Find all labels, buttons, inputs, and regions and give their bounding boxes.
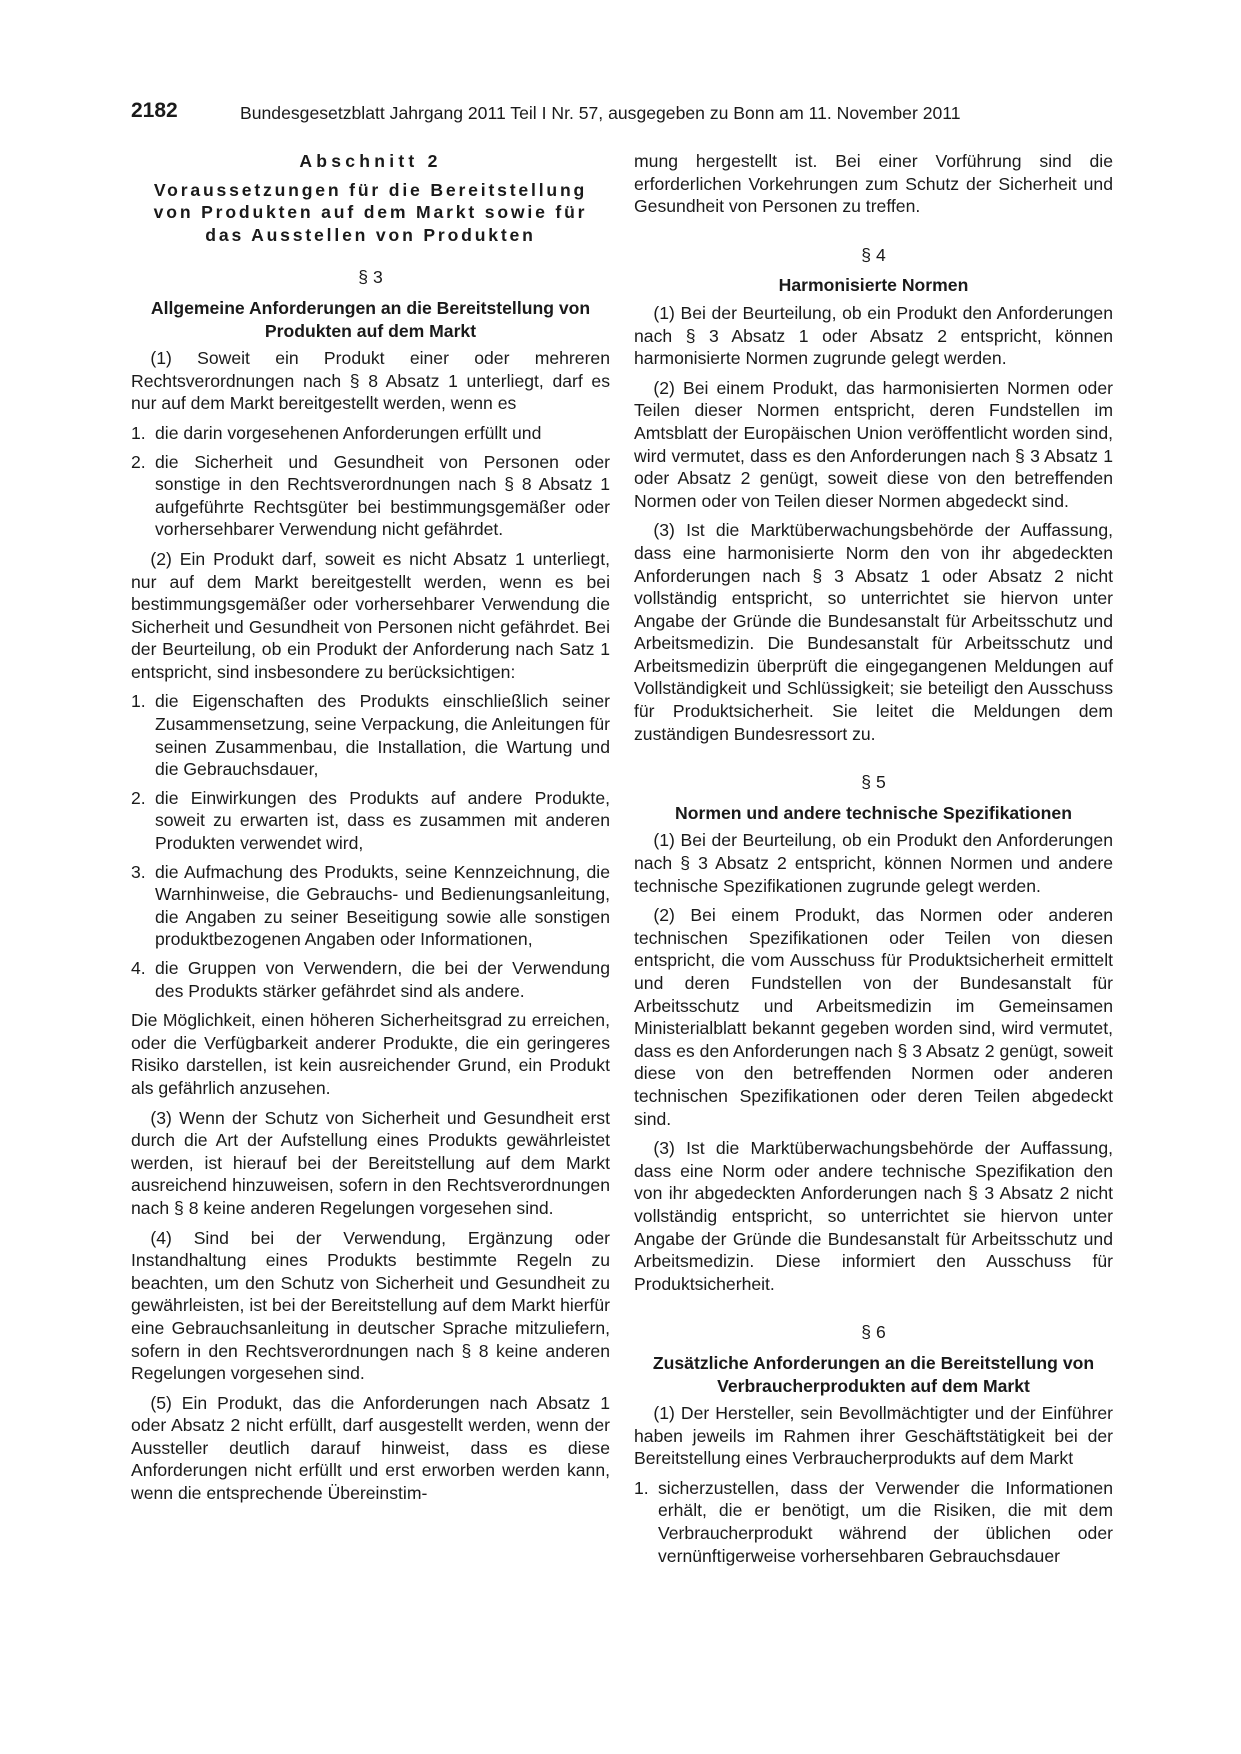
- numbered-list: [634, 1477, 1113, 1567]
- list-item: [131, 787, 610, 855]
- paragraph: (2) Bei einem Produkt, das Normen oder anderen technischen Spezifikationen oder Teilen von diesen entspricht, die vom Ausschuss für Produktsicherheit ermittelt und deren Fundstellen von der Bundesanstalt für Arbeitsschutz und Arbeitsmedizin im Gemeinsamen Ministerialblatt bekannt gegeben worden sind, wird vermutet, dass es den Anforderungen nach § 3 Absatz 2 genügt, soweit diese von den betreffenden Normen oder anderen technischen Spezifikationen oder deren Teilen abgedeckt sind.: [634, 905, 1113, 1129]
- gazette-title: Bundesgesetzblatt Jahrgang 2011 Teil I Nr. 57, ausgegeben zu Bonn am 11. November 2011: [240, 103, 961, 123]
- section-number: § 6: [861, 1322, 886, 1343]
- paragraph-continued: mung hergestellt ist. Bei einer Vorführung sind die erforderlichen Vorkehrungen zum Schutz der Sicherheit und Gesundheit von Personen zu treffen.: [634, 151, 1113, 217]
- list-item-number: 2.: [131, 451, 146, 472]
- paragraph: (3) Wenn der Schutz von Sicherheit und Gesundheit erst durch die Art der Aufstellung eines Produkts gewährleistet werden, ist hierauf bei der Bereitstellung auf dem Markt ausreichend hinzuweisen, sofern in den Rechtsverordnungen nach § 8 keine anderen Regelungen vorgesehen sind.: [131, 1107, 610, 1218]
- list-item-text: sicherzustellen, dass der Verwender die Informationen erhält, die er benötigt, um die Risiken, die mit dem Verbraucherprodukt während der üblichen oder vernünftigerweise vorhersehbaren Gebrauchsdauer: [658, 1477, 1113, 1566]
- list-item-text: die Eigenschaften des Produkts einschließlich seiner Zusammensetzung, seine Verpackung, die Anleitungen für seinen Zusammenbau, die Installation, die Wartung und die Gebrauchsdauer,: [155, 691, 610, 780]
- section-number: § 3: [358, 267, 383, 288]
- paragraph: (2) Ein Produkt darf, soweit es nicht Absatz 1 unterliegt, nur auf dem Markt bereitgestellt werden, wenn es bei bestimmungsgemäßer oder vorhersehbarer Verwendung die Sicherheit und Gesundheit von Personen nicht gefährdet. Bei der Beurteilung, ob ein Produkt der Anforderung nach Satz 1 entspricht, sind insbesondere zu berücksichtigen:: [131, 548, 610, 682]
- list-item-number: 1.: [131, 422, 146, 443]
- numbered-list: [131, 690, 610, 1002]
- paragraph: (1) Soweit ein Produkt einer oder mehreren Rechtsverordnungen nach § 8 Absatz 1 unterliegt, darf es nur auf dem Markt bereitgestellt werden, wenn es: [131, 348, 610, 414]
- list-item-number: 3.: [131, 861, 146, 882]
- section-number: § 5: [861, 772, 886, 793]
- numbered-list: [131, 422, 610, 541]
- paragraph: (1) Bei der Beurteilung, ob ein Produkt den Anforderungen nach § 3 Absatz 1 oder Absatz 2 entspricht, können harmonisierte Normen zugrunde gelegt werden.: [634, 302, 1113, 369]
- list-item: [131, 451, 610, 541]
- left-column: [131, 150, 610, 1512]
- section-title: Harmonisierte Normen: [778, 275, 969, 296]
- list-item: [131, 422, 610, 445]
- abschnitt-title: Voraussetzungen für die Bereitstellung von Produkten auf dem Markt sowie für das Ausstellen von Produkten: [153, 179, 588, 245]
- list-item-text: die darin vorgesehenen Anforderungen erfüllt und: [155, 422, 542, 443]
- section-title: Allgemeine Anforderungen an die Bereitstellung von Produkten auf dem Markt: [150, 297, 591, 341]
- paragraph: Die Möglichkeit, einen höheren Sicherheitsgrad zu erreichen, oder die Verfügbarkeit anderer Produkte, die ein geringeres Risiko darstellen, ist kein ausreichender Grund, ein Produkt als gefährlich anzusehen.: [131, 1010, 610, 1098]
- paragraph: (1) Bei der Beurteilung, ob ein Produkt den Anforderungen nach § 3 Absatz 2 entspricht, können Normen und andere technische Spezifikationen zugrunde gelegt werden.: [634, 830, 1113, 896]
- paragraph: (4) Sind bei der Verwendung, Ergänzung oder Instandhaltung eines Produkts bestimmte Regeln zu beachten, um den Schutz von Sicherheit und Gesundheit zu gewährleisten, ist bei der Bereitstellung auf dem Markt hierfür eine Gebrauchsanleitung in deutscher Sprache mitzuliefern, sofern in den Rechtsverordnungen nach § 8 keine anderen Regelungen vorgesehen sind.: [131, 1227, 610, 1384]
- page-header: [131, 100, 1111, 126]
- paragraph: (3) Ist die Marktüberwachungsbehörde der Auffassung, dass eine harmonisierte Norm den von ihr abgedeckten Anforderungen nach § 3 Absatz 1 oder Absatz 2 nicht vollständig entspricht, so unterrichtet sie hiervon unter Angabe der Gründe die Bundesanstalt für Arbeitsschutz und Arbeitsmedizin. Die Bundesanstalt für Arbeitsschutz und Arbeitsmedizin überprüft die eingegangenen Meldungen auf Vollständigkeit und Schlüssigkeit; sie beteiligt den Ausschuss für Produktsicherheit. Sie leitet die Meldungen dem zuständigen Bundesressort zu.: [634, 520, 1113, 744]
- right-column: [634, 150, 1113, 1574]
- abschnitt-heading: Abschnitt 2: [299, 151, 442, 171]
- paragraph: (1) Der Hersteller, sein Bevollmächtigter und der Einführer haben jeweils im Rahmen ihrer Geschäftstätigkeit bei der Bereitstellung eines Verbraucherprodukts auf dem Markt: [634, 1403, 1113, 1469]
- paragraph: (3) Ist die Marktüberwachungsbehörde der Auffassung, dass eine Norm oder andere technische Spezifikation den von ihr abgedeckten Anforderungen nach § 3 Absatz 2 nicht vollständig entspricht, so unterrichtet sie hiervon unter Angabe der Gründe die Bundesanstalt für Arbeitsschutz und Arbeitsmedizin. Diese informiert den Ausschuss für Produktsicherheit.: [634, 1138, 1113, 1294]
- section-title: Zusätzliche Anforderungen an die Bereitstellung von Verbraucherprodukten auf dem Markt: [652, 1352, 1095, 1396]
- list-item-text: die Sicherheit und Gesundheit von Personen oder sonstige in den Rechtsverordnungen nach § 8 Absatz 1 aufgeführte Rechtsgüter bei bestimmungsgemäßer oder vorhersehbarer Verwendung nicht gefährdet.: [155, 451, 610, 540]
- list-item-text: die Gruppen von Verwendern, die bei der Verwendung des Produkts stärker gefährdet sind als andere.: [155, 958, 610, 1001]
- section-number: § 4: [861, 244, 886, 265]
- list-item-text: die Aufmachung des Produkts, seine Kennzeichnung, die Warnhinweise, die Gebrauchs- und Bedienungsanleitung, die Angaben zu seiner Beseitigung sowie alle sonstigen produktbezogenen Angaben oder Informationen,: [155, 861, 610, 950]
- list-item: [131, 690, 610, 780]
- section-title: Normen und andere technische Spezifikationen: [675, 802, 1072, 823]
- list-item-text: die Einwirkungen des Produkts auf andere Produkte, soweit zu erwarten ist, dass es zusammen mit anderen Produkten verwendet wird,: [155, 787, 610, 854]
- list-item: [131, 861, 610, 951]
- list-item-number: 2.: [131, 787, 146, 808]
- list-item: [634, 1477, 1113, 1567]
- list-item: [131, 957, 610, 1002]
- paragraph: (5) Ein Produkt, das die Anforderungen nach Absatz 1 oder Absatz 2 nicht erfüllt, darf ausgestellt werden, wenn der Aussteller deutlich darauf hinweist, dass es diese Anforderungen nicht erfüllt und erst erworben werden kann, wenn die entsprechende Übereinstim-: [131, 1392, 610, 1504]
- list-item-number: 4.: [131, 958, 146, 978]
- paragraph: (2) Bei einem Produkt, das harmonisierten Normen oder Teilen dieser Normen entspricht, deren Fundstellen im Amtsblatt der Europäischen Union veröffentlicht worden sind, wird vermutet, dass es den Anforderungen nach § 3 Absatz 1 oder Absatz 2 genügt, soweit diese von den betreffenden Normen oder von Teilen dieser Normen abgedeckt sind.: [634, 377, 1113, 511]
- list-item-number: 1.: [634, 1477, 649, 1498]
- page-number: 2182: [131, 99, 178, 122]
- list-item-number: 1.: [131, 691, 146, 712]
